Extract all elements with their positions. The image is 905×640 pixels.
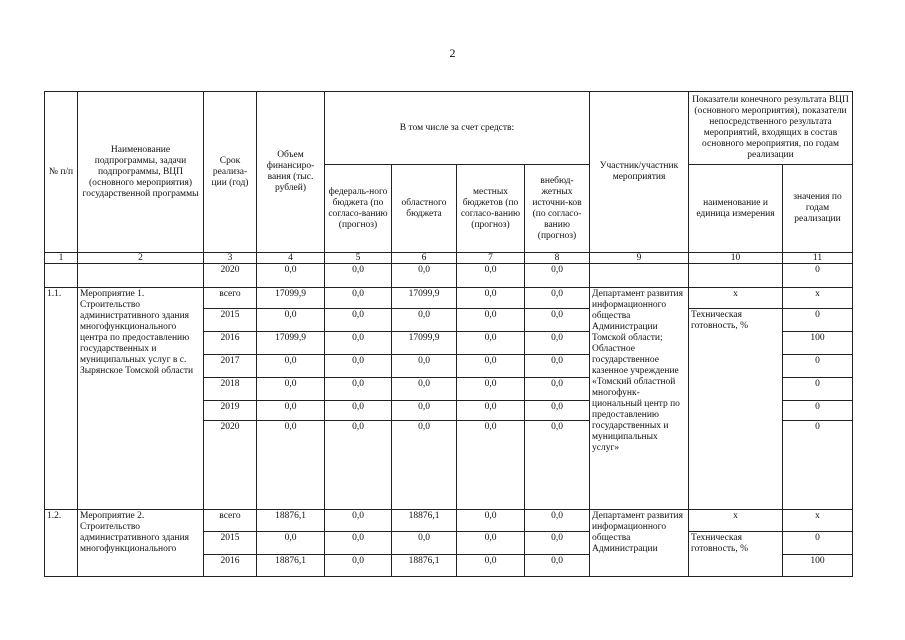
extrabudget-cell: 0,0 <box>525 332 590 355</box>
regional-cell: 0,0 <box>392 421 457 510</box>
year-cell: 2020 <box>204 421 257 510</box>
extrabudget-cell: 0,0 <box>525 264 590 288</box>
header-indicator-name: наименование и единица измерения <box>689 165 783 253</box>
federal-cell: 0,0 <box>325 532 392 555</box>
value-cell: 0 <box>783 401 853 421</box>
regional-cell: 0,0 <box>392 355 457 378</box>
local-cell: 0,0 <box>457 264 525 288</box>
regional-cell: 0,0 <box>392 532 457 555</box>
column-number: 2 <box>78 253 204 264</box>
total-cell: 0,0 <box>257 355 325 378</box>
indicator-name-cell: Техническая готовность, % <box>689 532 783 577</box>
local-cell: 0,0 <box>457 332 525 355</box>
total-cell: 18876,1 <box>257 510 325 532</box>
value-cell: 0 <box>783 264 853 288</box>
year-cell: всего <box>204 510 257 532</box>
total-cell: 0,0 <box>257 378 325 401</box>
local-cell: 0,0 <box>457 378 525 401</box>
value-cell: 0 <box>783 421 853 510</box>
total-cell: 0,0 <box>257 401 325 421</box>
year-cell: 2019 <box>204 401 257 421</box>
indicator-x-cell: x <box>689 288 783 309</box>
header-federal: федераль-ного бюджета (по согласо-ванию (прогноз) <box>325 165 392 253</box>
total-cell: 0,0 <box>257 532 325 555</box>
regional-cell: 18876,1 <box>392 555 457 577</box>
regional-cell: 0,0 <box>392 309 457 332</box>
column-number: 11 <box>783 253 853 264</box>
local-cell: 0,0 <box>457 288 525 309</box>
year-cell: 2015 <box>204 532 257 555</box>
value-cell: 100 <box>783 555 853 577</box>
federal-cell: 0,0 <box>325 401 392 421</box>
block-number-cell: 1.1. <box>45 288 78 510</box>
extrabudget-cell: 0,0 <box>525 555 590 577</box>
participant-cell: Департамент развития информационного общества Администрации Томской области; Областное государственное казенное учреждение «Томский областной многофунк-циональный центр по предоставлению государственных и муниципальных услуг» <box>590 288 689 510</box>
header-name: Наименование подпрограммы, задачи подпрограммы, ВЦП (основного мероприятия) государственной программы <box>78 92 204 253</box>
federal-cell: 0,0 <box>325 355 392 378</box>
program-table <box>44 91 853 577</box>
federal-cell: 0,0 <box>325 288 392 309</box>
header-indicators-group: Показатели конечного результата ВЦП (основного мероприятия), показатели непосредственного результата мероприятий, входящих в состав основного мероприятия, по годам реализации <box>689 92 853 165</box>
page-number: 2 <box>449 46 456 60</box>
regional-cell: 17099,9 <box>392 332 457 355</box>
total-cell: 17099,9 <box>257 288 325 309</box>
header-volume: Объем финансиро-вания (тыс. рублей) <box>257 92 325 253</box>
column-number: 1 <box>45 253 78 264</box>
value-cell: 0 <box>783 355 853 378</box>
column-number: 6 <box>392 253 457 264</box>
total-cell: 0,0 <box>257 309 325 332</box>
column-number: 3 <box>204 253 257 264</box>
extrabudget-cell: 0,0 <box>525 532 590 555</box>
carry-row <box>45 264 853 288</box>
value-cell: 0 <box>783 309 853 332</box>
value-cell: 100 <box>783 332 853 355</box>
extrabudget-cell: 0,0 <box>525 355 590 378</box>
regional-cell: 17099,9 <box>392 288 457 309</box>
extrabudget-cell: 0,0 <box>525 401 590 421</box>
regional-cell: 18876,1 <box>392 510 457 532</box>
header-sources-group: В том числе за счет средств: <box>325 92 590 165</box>
federal-cell: 0,0 <box>325 555 392 577</box>
column-number: 5 <box>325 253 392 264</box>
value-cell: x <box>783 510 853 532</box>
extrabudget-cell: 0,0 <box>525 510 590 532</box>
regional-cell: 0,0 <box>392 378 457 401</box>
total-cell: 0,0 <box>257 421 325 510</box>
column-number: 4 <box>257 253 325 264</box>
table-row <box>45 510 853 532</box>
federal-cell: 0,0 <box>325 332 392 355</box>
header-num: № п/п <box>45 92 78 253</box>
total-cell: 0,0 <box>257 264 325 288</box>
total-cell: 18876,1 <box>257 555 325 577</box>
table-row <box>45 288 853 309</box>
indicator-x-cell: x <box>689 510 783 532</box>
year-cell: 2016 <box>204 555 257 577</box>
column-number: 9 <box>590 253 689 264</box>
regional-cell: 0,0 <box>392 264 457 288</box>
local-cell: 0,0 <box>457 532 525 555</box>
indicator-name-cell: Техническая готовность, % <box>689 309 783 510</box>
column-number: 10 <box>689 253 783 264</box>
year-cell: всего <box>204 288 257 309</box>
column-number: 7 <box>457 253 525 264</box>
local-cell: 0,0 <box>457 421 525 510</box>
value-cell: 0 <box>783 378 853 401</box>
header-local: местных бюджетов (по согласо-ванию (прогноз) <box>457 165 525 253</box>
federal-cell: 0,0 <box>325 378 392 401</box>
header-regional: областного бюджета <box>392 165 457 253</box>
year-cell: 2016 <box>204 332 257 355</box>
participant-cell: Департамент развития информационного общества Администрации <box>590 510 689 577</box>
column-number: 8 <box>525 253 590 264</box>
block-number-cell: 1.2. <box>45 510 78 577</box>
federal-cell: 0,0 <box>325 510 392 532</box>
local-cell: 0,0 <box>457 555 525 577</box>
header-indicator-values: значения по годам реализации <box>783 165 853 253</box>
extrabudget-cell: 0,0 <box>525 309 590 332</box>
year-cell: 2017 <box>204 355 257 378</box>
program-blocks <box>45 288 853 577</box>
extrabudget-cell: 0,0 <box>525 378 590 401</box>
federal-cell: 0,0 <box>325 309 392 332</box>
year-cell: 2018 <box>204 378 257 401</box>
value-cell: 0 <box>783 532 853 555</box>
year-cell: 2020 <box>204 264 257 288</box>
header-participant: Участник/участник мероприятия <box>590 92 689 253</box>
local-cell: 0,0 <box>457 355 525 378</box>
local-cell: 0,0 <box>457 510 525 532</box>
header-term: Срок реализа-ции (год) <box>204 92 257 253</box>
year-cell: 2015 <box>204 309 257 332</box>
federal-cell: 0,0 <box>325 264 392 288</box>
local-cell: 0,0 <box>457 401 525 421</box>
federal-cell: 0,0 <box>325 421 392 510</box>
value-cell: x <box>783 288 853 309</box>
header-extrabudget: внебюд-жетных источни-ков (по согласо-ванию (прогноз) <box>525 165 590 253</box>
regional-cell: 0,0 <box>392 401 457 421</box>
local-cell: 0,0 <box>457 309 525 332</box>
extrabudget-cell: 0,0 <box>525 421 590 510</box>
block-name-cell: Мероприятие 1. Строительство административного здания многофункционального центра по предоставлению государственных и муниципальных услуг в с. Зырянское Томской области <box>78 288 204 510</box>
extrabudget-cell: 0,0 <box>525 288 590 309</box>
column-numbers-row <box>45 253 853 264</box>
total-cell: 17099,9 <box>257 332 325 355</box>
block-name-cell: Мероприятие 2. Строительство административного здания многофункционального <box>78 510 204 577</box>
